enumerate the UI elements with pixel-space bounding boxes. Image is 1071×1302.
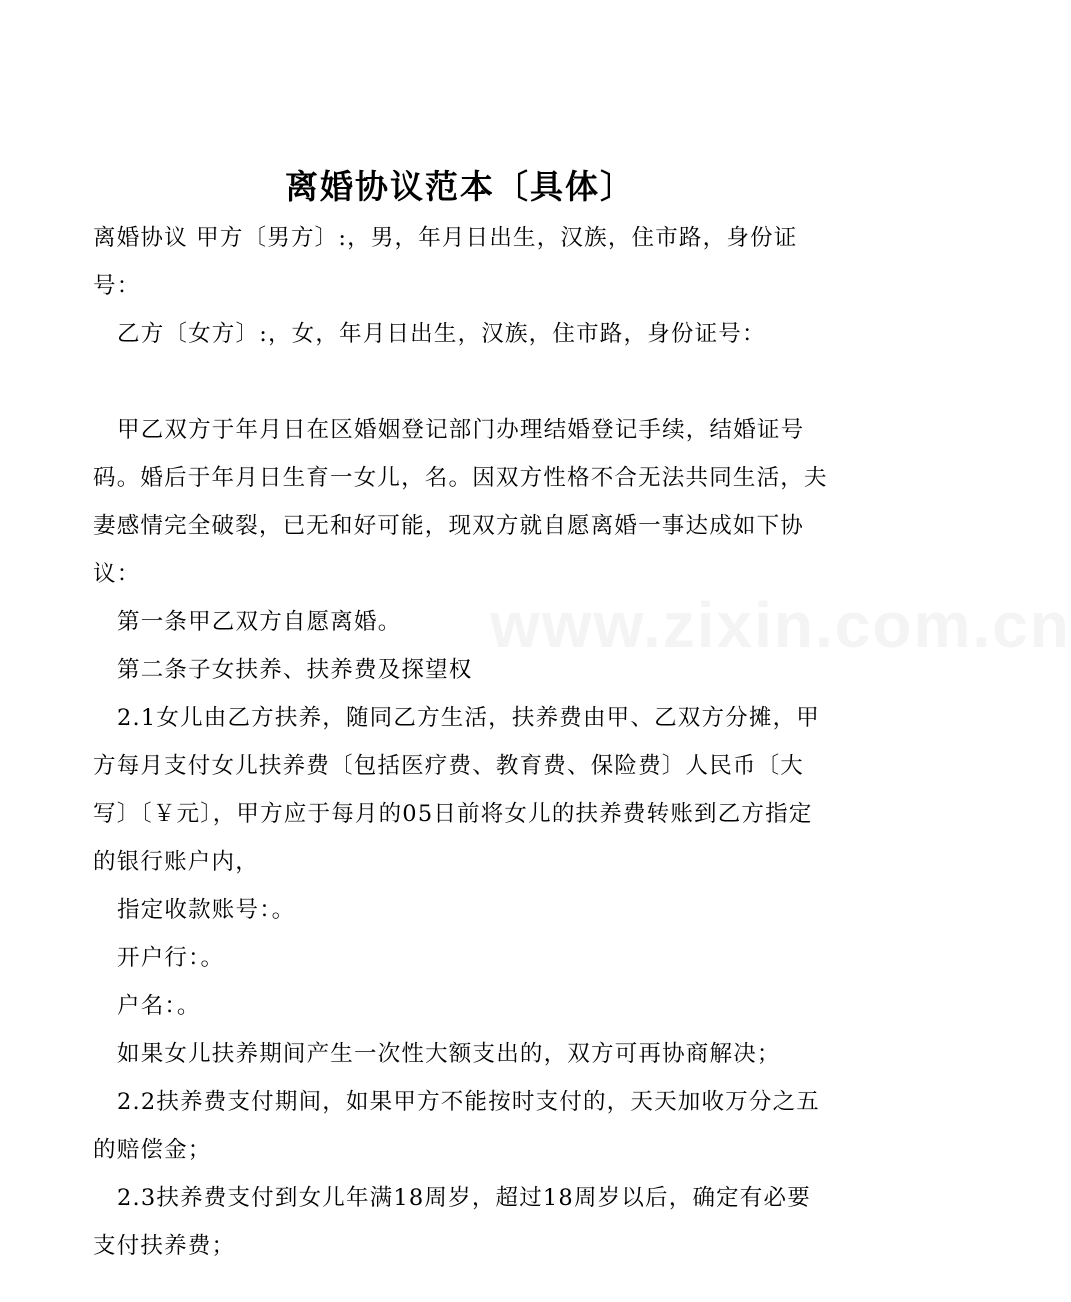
paragraph-clause-2-1: 2.1女儿由乙方扶养，随同乙方生活，扶养费由甲、乙双方分摊，甲方每月支付女儿扶养费〔包括医疗费、教育费、保险费〕人民币〔大写〕〔￥元〕，甲方应于每月的05日前将女儿的扶养费转账到乙方指定的银行账户内， [93,705,820,875]
blank-line [93,358,833,406]
watermark: www.zixin.com.cn [490,589,1071,661]
paragraph-article-2: 第二条子女扶养、扶养费及探望权 [117,657,473,683]
document-body [93,214,833,1270]
paragraph-account-number: 指定收款账号：。 [117,897,296,923]
paragraph-clause-2-2: 2.2扶养费支付期间，如果甲方不能按时支付的，天天加收万分之五的赔偿金； [93,1089,820,1163]
paragraph-marriage-facts: 甲乙双方于年月日在区婚姻登记部门办理结婚登记手续，结婚证号码。婚后于年月日生育一女儿，名。因双方性格不合无法共同生活，夫妻感情完全破裂，已无和好可能，现双方就自愿离婚一事达成如下协议： [93,417,828,587]
paragraph-clause-2-3: 2.3扶养费支付到女儿年满18周岁，超过18周岁以后，确定有必要支付扶养费； [93,1185,811,1259]
paragraph-account-name: 户名：。 [117,993,201,1019]
paragraph-bank: 开户行：。 [117,945,225,971]
paragraph-party-b: 乙方〔女方〕:，女，年月日出生，汉族，住市路，身份证号： [117,321,766,347]
document-title: 离婚协议范本〔具体〕 [285,167,635,206]
paragraph-party-a: 离婚协议 甲方〔男方〕:，男，年月日出生，汉族，住市路，身份证号： [93,225,798,299]
paragraph-large-expense: 如果女儿扶养期间产生一次性大额支出的，双方可再协商解决； [117,1041,781,1067]
paragraph-article-1: 第一条甲乙双方自愿离婚。 [117,609,402,635]
